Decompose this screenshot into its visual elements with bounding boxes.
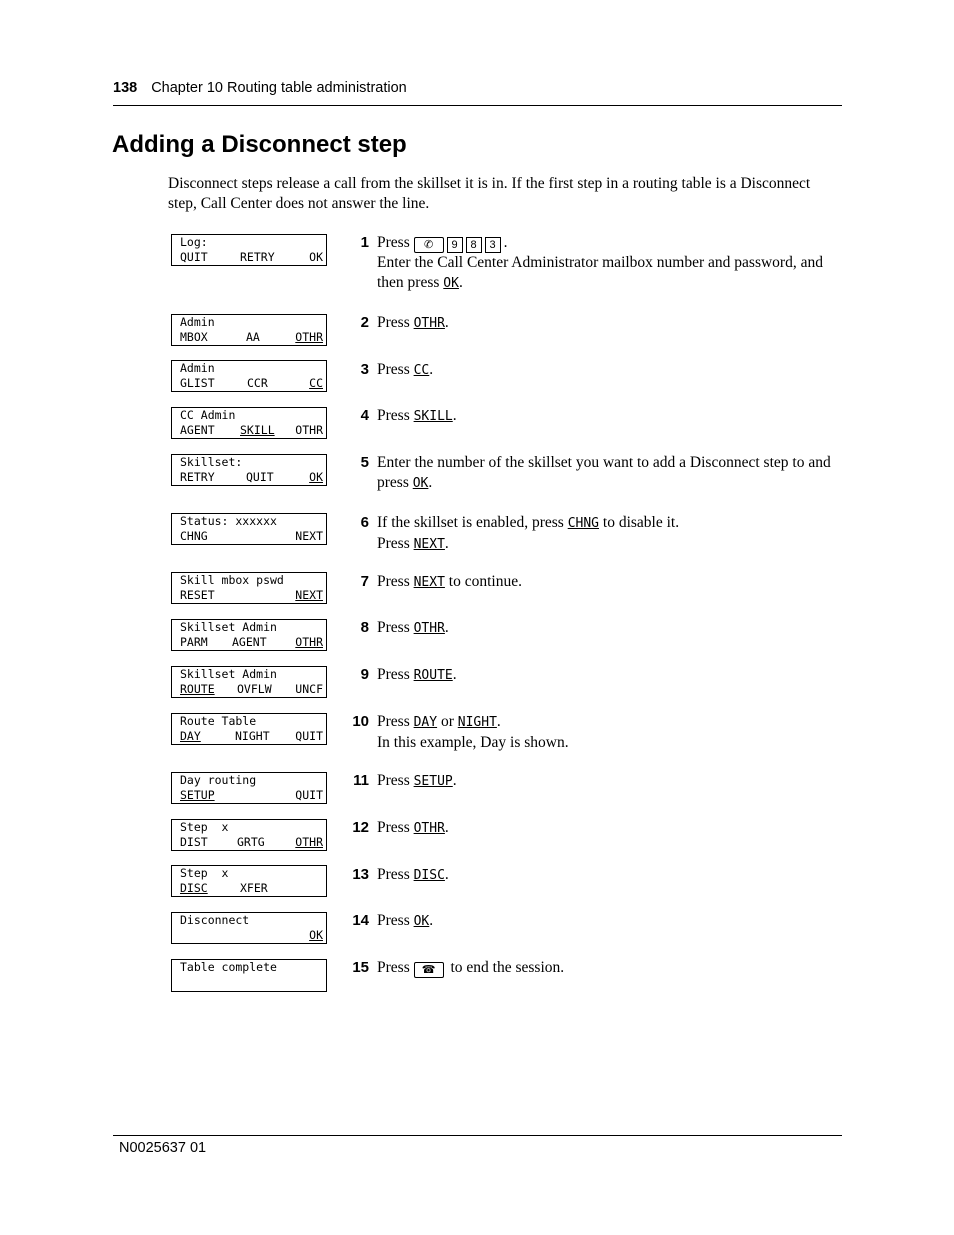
phone-display: [171, 819, 327, 851]
softkey: RETRY: [240, 250, 275, 264]
display-line: Admin: [180, 315, 215, 329]
step-text: Press DISC.: [377, 866, 449, 883]
display-line: Skillset Admin: [180, 620, 277, 634]
page-footer: [113, 1135, 842, 1156]
release-key-icon: ☎: [414, 962, 444, 978]
phone-display: [171, 713, 327, 745]
step-number: 3: [360, 361, 369, 378]
step-text: Press OTHR.: [377, 819, 449, 836]
softkey: UNCF: [295, 682, 323, 696]
phone-display: [171, 360, 327, 392]
step-number: 11: [353, 772, 369, 789]
page-number: 138: [113, 80, 138, 96]
display-line: Route Table: [180, 714, 257, 728]
step-number: 12: [352, 819, 369, 836]
step-text: Press ☎ to end the session.: [377, 959, 565, 976]
phone-display: [171, 407, 327, 439]
step-text: Press ✆ 9 8 3 . Enter the Call Center Administrator mailbox number and password, and then press OK.: [377, 234, 823, 291]
softkey-ref: OTHR: [413, 316, 445, 331]
softkey: OTHR: [295, 635, 323, 649]
softkey-ref: DAY: [413, 715, 438, 730]
softkey-ref: CHNG: [567, 516, 600, 531]
phone-display: [171, 912, 327, 944]
softkey: SKILL: [240, 423, 275, 437]
softkey: DIST: [180, 835, 208, 849]
softkey-ref: OTHR: [413, 621, 445, 636]
phone-display: [171, 234, 327, 266]
step-text: Press SKILL.: [377, 407, 457, 424]
softkey: QUIT: [246, 470, 274, 484]
softkey-ref: OK: [412, 476, 429, 491]
softkey: MBOX: [180, 330, 208, 344]
softkey: QUIT: [180, 250, 208, 264]
display-line: Admin: [180, 361, 215, 375]
softkey: OK: [309, 250, 323, 264]
phone-display: [171, 865, 327, 897]
softkey: OTHR: [295, 423, 323, 437]
digit-key: 9: [447, 237, 463, 253]
step-text: Press SETUP.: [377, 772, 457, 789]
phone-display: [171, 513, 327, 545]
softkey: RESET: [180, 588, 215, 602]
softkey: OK: [309, 470, 323, 484]
display-line: CC Admin: [180, 408, 236, 422]
step-text: Press OTHR.: [377, 619, 449, 636]
softkey-ref: OK: [413, 914, 430, 929]
phone-display: [171, 572, 327, 604]
softkey: AGENT: [232, 635, 267, 649]
phone-display: [171, 772, 327, 804]
softkey-ref: DISC: [413, 868, 445, 883]
intro-paragraph: Disconnect steps release a call from the skillset it is in. If the first step in a routing table is a Disconnect step, Call Center does not answer the line.: [168, 175, 811, 212]
step-text: Press CC.: [377, 361, 434, 378]
digit-key: 3: [485, 237, 501, 253]
softkey-ref: OTHR: [413, 821, 445, 836]
step-number: 2: [360, 314, 369, 331]
softkey: DAY: [180, 729, 201, 743]
softkey: OTHR: [295, 835, 323, 849]
step-number: 8: [360, 619, 369, 636]
display-line: Skill mbox pswd: [180, 573, 284, 587]
step-number: 1: [360, 234, 369, 251]
step-text: Press OK.: [377, 912, 434, 929]
softkey-ref: NIGHT: [457, 715, 497, 730]
softkey-ref: SKILL: [413, 409, 453, 424]
softkey: DISC: [180, 881, 208, 895]
phone-display: [171, 619, 327, 651]
softkey: AGENT: [180, 423, 215, 437]
phone-display: [171, 666, 327, 698]
softkey: OK: [309, 928, 323, 942]
display-line: Skillset Admin: [180, 667, 277, 681]
softkey: QUIT: [295, 729, 323, 743]
display-line: Status: xxxxxx: [180, 514, 277, 528]
step-number: 10: [352, 713, 369, 730]
display-line: Step x: [180, 866, 229, 880]
softkey: CCR: [247, 376, 268, 390]
chapter-title: Chapter 10 Routing table administration: [151, 80, 407, 96]
display-line: Table complete: [180, 960, 277, 974]
step-number: 7: [360, 573, 369, 590]
softkey-ref: CC: [413, 363, 430, 378]
softkey: NEXT: [295, 588, 323, 602]
step-text: If the skillset is enabled, press CHNG to disable it. Press NEXT.: [377, 514, 680, 552]
feature-key-icon: ✆: [414, 237, 444, 253]
softkey-ref: OK: [443, 276, 459, 291]
step-number: 13: [352, 866, 369, 883]
display-line: Day routing: [180, 773, 257, 787]
doc-number: N0025637 01: [119, 1140, 207, 1156]
display-line: Disconnect: [180, 913, 250, 927]
softkey: OVFLW: [237, 682, 272, 696]
phone-display: [171, 959, 327, 992]
softkey: CHNG: [180, 529, 208, 543]
softkey: SETUP: [180, 788, 215, 802]
display-line: Log:: [180, 235, 208, 249]
softkey-ref: SETUP: [413, 774, 453, 789]
page-title: Adding a Disconnect step: [112, 131, 407, 158]
page-header: [113, 80, 842, 106]
phone-display: [171, 454, 327, 486]
step-text: Press NEXT to continue.: [377, 573, 522, 590]
phone-display: [171, 314, 327, 346]
softkey: GRTG: [237, 835, 265, 849]
softkey: NIGHT: [235, 729, 270, 743]
step-text: Press DAY or NIGHT. In this example, Day is shown.: [377, 713, 569, 751]
softkey: QUIT: [295, 788, 323, 802]
softkey: XFER: [240, 881, 268, 895]
digit-key: 8: [466, 237, 482, 253]
step-number: 6: [360, 514, 369, 531]
softkey: OTHR: [295, 330, 323, 344]
softkey: ROUTE: [180, 682, 215, 696]
softkey: PARM: [180, 635, 208, 649]
step-text: Press OTHR.: [377, 314, 449, 331]
softkey-ref: NEXT: [413, 575, 445, 590]
display-line: Step x: [180, 820, 229, 834]
softkey: GLIST: [180, 376, 215, 390]
softkey: AA: [246, 330, 260, 344]
softkey: NEXT: [295, 529, 323, 543]
step-number: 9: [360, 666, 369, 683]
step-number: 15: [352, 959, 369, 976]
display-line: Skillset:: [180, 455, 243, 469]
softkey: RETRY: [180, 470, 215, 484]
softkey: CC: [309, 376, 323, 390]
softkey-ref: ROUTE: [413, 668, 453, 683]
step-number: 4: [360, 407, 369, 424]
step-text: Enter the number of the skillset you want to add a Disconnect step to and press OK.: [377, 454, 831, 491]
step-number: 14: [352, 912, 369, 929]
step-text: Press ROUTE.: [377, 666, 457, 683]
softkey-ref: NEXT: [413, 537, 445, 552]
step-number: 5: [360, 454, 369, 471]
